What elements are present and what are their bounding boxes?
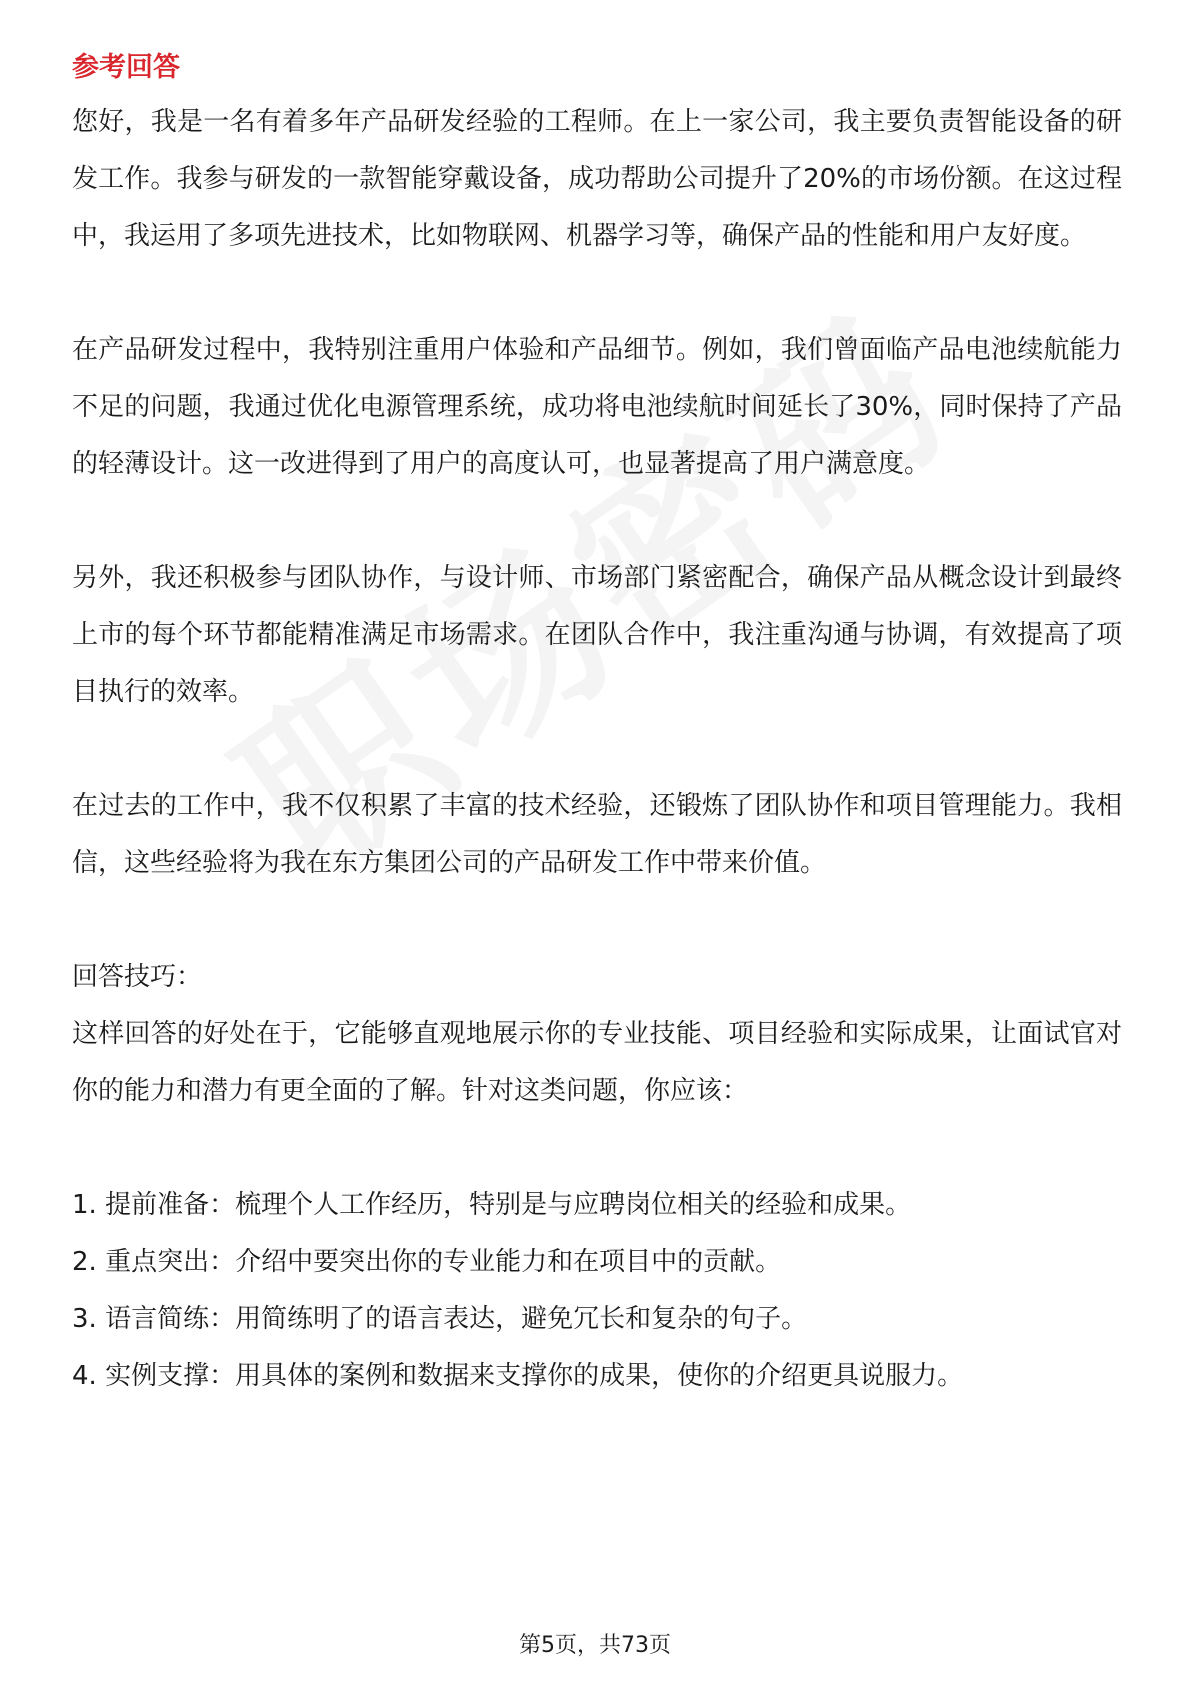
section-heading: 参考回答 bbox=[72, 52, 180, 83]
tips-intro: 这样回答的好处在于，它能够直观地展示你的专业技能、项目经验和实际成果，让面试官对你的能力和潜力有更全面的了解。针对这类问题，你应该： bbox=[72, 1019, 1122, 1106]
tip-item-1: 1. 提前准备：梳理个人工作经历，特别是与应聘岗位相关的经验和成果。 bbox=[72, 1190, 912, 1220]
tip-item-2: 2. 重点突出：介绍中要突出你的专业能力和在项目中的贡献。 bbox=[72, 1247, 782, 1277]
page-footer: 第5页，共73页 bbox=[519, 1633, 671, 1658]
answer-paragraph-1: 您好，我是一名有着多年产品研发经验的工程师。在上一家公司，我主要负责智能设备的研发工作。我参与研发的一款智能穿戴设备，成功帮助公司提升了20%的市场份额。在这过程中，我运用了多项先进技术，比如物联网、机器学习等，确保产品的性能和用户友好度。 bbox=[72, 107, 1122, 251]
tip-item-3: 3. 语言简练：用简练明了的语言表达，避免冗长和复杂的句子。 bbox=[72, 1304, 808, 1334]
tip-item-4: 4. 实例支撑：用具体的案例和数据来支撑你的成果，使你的介绍更具说服力。 bbox=[72, 1361, 964, 1391]
answer-paragraph-4: 在过去的工作中，我不仅积累了丰富的技术经验，还锻炼了团队协作和项目管理能力。我相信，这些经验将为我在东方集团公司的产品研发工作中带来价值。 bbox=[72, 791, 1122, 878]
tips-label: 回答技巧： bbox=[72, 962, 203, 992]
answer-paragraph-3: 另外，我还积极参与团队协作，与设计师、市场部门紧密配合，确保产品从概念设计到最终上市的每个环节都能精准满足市场需求。在团队合作中，我注重沟通与协调，有效提高了项目执行的效率。 bbox=[72, 563, 1122, 707]
page-content bbox=[72, 48, 1122, 1405]
answer-paragraph-2: 在产品研发过程中，我特别注重用户体验和产品细节。例如，我们曾面临产品电池续航能力不足的问题，我通过优化电源管理系统，成功将电池续航时间延长了30%，同时保持了产品的轻薄设计。这一改进得到了用户的高度认可，也显著提高了用户满意度。 bbox=[72, 335, 1122, 479]
tips-list bbox=[72, 1177, 1122, 1405]
